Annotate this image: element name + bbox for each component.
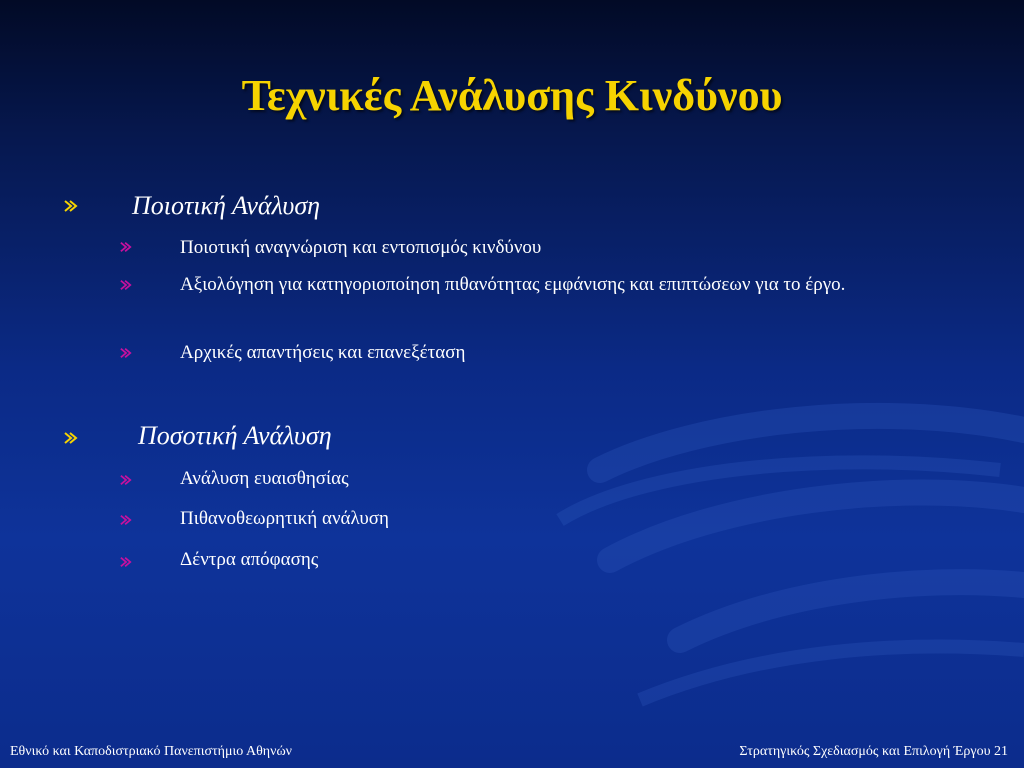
slide-title: Τεχνικές Ανάλυσης Κινδύνου: [241, 71, 783, 120]
arrow-bullet-icon: [64, 199, 78, 213]
arrow-bullet-icon: [120, 514, 132, 526]
footer-institution: Εθνικό και Καποδιστριακό Πανεπιστήμιο Αθηνών: [10, 744, 292, 759]
arrow-bullet-icon: [120, 279, 132, 291]
arrow-bullet-icon: [120, 347, 132, 359]
list-item: Ανάλυση ευαισθησίας: [180, 468, 349, 489]
arrow-bullet-icon: [120, 474, 132, 486]
list-item: Αξιολόγηση για κατηγοριοποίηση πιθανότητας εμφάνισης και επιπτώσεων για το έργο.: [180, 274, 846, 295]
list-item: Αρχικές απαντήσεις και επανεξέταση: [180, 342, 466, 363]
arrow-bullet-icon: [120, 241, 132, 253]
arrow-bullet-icon: [120, 556, 132, 568]
list-item: Ποιοτική αναγνώριση και εντοπισμός κινδύνου: [180, 237, 542, 258]
arrow-bullet-icon: [64, 431, 78, 445]
section-heading-quantitative: Ποσοτική Ανάλυση: [138, 421, 332, 450]
list-item: Δέντρα απόφασης: [180, 549, 319, 570]
footer-course-page: Στρατηγικός Σχεδιασμός και Επιλογή Έργου 21: [739, 744, 1008, 759]
section-heading-qualitative: Ποιοτική Ανάλυση: [132, 191, 321, 220]
list-item: Πιθανοθεωρητική ανάλυση: [180, 508, 389, 529]
